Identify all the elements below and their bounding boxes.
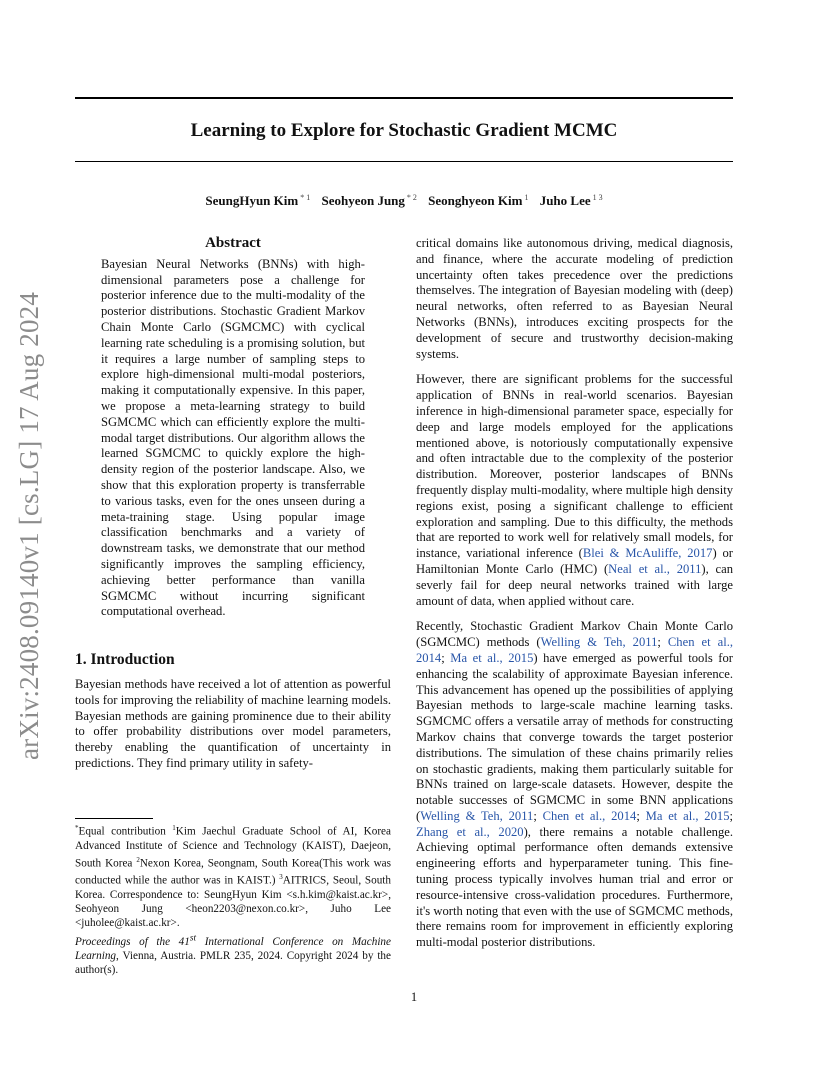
- citation-link[interactable]: Chen et al., 2014: [542, 808, 637, 823]
- citation-link[interactable]: Blei & McAuliffe, 2017: [582, 546, 713, 561]
- author-name: SeungHyun Kim: [205, 193, 299, 209]
- author: [321, 193, 416, 208]
- introduction-paragraph-continued: critical domains like autonomous driving, medical diagnosis, and finance, where the accurate modeling of prediction uncertainty often takes precedence over the predictions themselves. The integration of Bayesian modeling with (deep) neural networks, often referred to as Bayesian Neural Networks (BNNs), introduces exciting prospects for the development of secure and trustworthy decision-making systems.: [416, 236, 733, 361]
- proceedings-note: Proceedings of the 41st International Conference on Machine Learning, Vienna, Austria. PMLR 235, 2024. Copyright 2024 by the author(s).: [75, 933, 391, 976]
- left-column: [75, 236, 391, 782]
- introduction-heading: 1. Introduction: [75, 651, 175, 669]
- author: [205, 193, 310, 208]
- citation-link[interactable]: Welling & Teh, 2011: [420, 808, 534, 823]
- author-list: [75, 193, 733, 209]
- author-affiliation-marks: 1: [524, 193, 529, 202]
- author-affiliation-marks: 1 3: [592, 193, 603, 202]
- author-name: Juho Lee: [539, 193, 591, 209]
- paper-title: Learning to Explore for Stochastic Gradient MCMC: [190, 120, 618, 141]
- author-affiliation-marks: * 2: [406, 193, 417, 202]
- title-bottom-rule: [75, 161, 733, 162]
- introduction-paragraph-3: Recently, Stochastic Gradient Markov Chain Monte Carlo (SGMCMC) methods (Welling & Teh, 2011; Chen et al., 2014; Ma et al., 2015) have emerged as powerful tools for enhancing the scalability of approximate Bayesian inference. This advancement has opened up the possibilities of applying Bayesian methods to large-scale machine learning tasks. SGMCMC offers a versatile array of methods for constructing Markov chains that converge towards the target posterior distributions. The simulation of these chains primarily relies on stochastic gradients, making them particularly suitable for BNNs trained on large-scale datasets. However, despite the notable successes of SGMCMC in some BNN applications (Welling & Teh, 2011; Chen et al., 2014; Ma et al., 2015; Zhang et al., 2020), there remains a notable challenge. Achieving optimal performance often demands extensive engineering efforts and hyperparameter tuning. This fine-tuning process typically involves human trial and error or resource-intensive cross-validation procedures. Furthermore, it's worth noting that even with the use of SGMCMC methods, there remains room for improvement in efficiently exploring multi-modal posterior distributions.: [416, 619, 734, 950]
- arxiv-identifier-stamp: arXiv:2408.09140v1 [cs.LG] 17 Aug 2024: [14, 291, 44, 760]
- introduction-paragraph-2: However, there are significant problems for the successful application of BNNs in real-world scenarios. Bayesian inference in high-dimensional parameter space, especially for deep and large models employed for the applications mentioned above, is notoriously computationally expensive and often intractable due to the complexity of the posterior distribution. Moreover, posterior landscapes of BNNs frequently display multi-modality, where multiple high density regions exist, posing a significant challenge to efficient exploration and sampling. Due to this difficulty, the methods that are reported to work well for relatively small models, for instance, variational inference (Blei & McAuliffe, 2017) or Hamiltonian Monte Carlo (HMC) (Neal et al., 2011), can severly fail for deep neural networks trained with large amount of data, when applied without care.: [416, 372, 734, 608]
- citation-link[interactable]: Chen et al., 2014: [416, 635, 734, 665]
- footnote-divider: [75, 818, 153, 819]
- right-column: [416, 236, 733, 961]
- author-name: Seonghyeon Kim: [428, 193, 523, 209]
- page-number: 1: [410, 990, 418, 1004]
- citation-link[interactable]: Zhang et al., 2020: [416, 824, 524, 839]
- citation-link[interactable]: Neal et al., 2011: [608, 561, 702, 576]
- author-affiliation-marks: * 1: [300, 193, 311, 202]
- introduction-paragraph: Bayesian methods have received a lot of attention as powerful tools for improving the reliability of machine learning models. Bayesian methods are gaining prominence due to their ability to offer probability distributions over model parameters, thereby enabling the quantification of uncertainty in predictions. They find primary utility in safety-: [75, 676, 391, 770]
- abstract-heading: Abstract: [205, 235, 261, 251]
- abstract-body: Bayesian Neural Networks (BNNs) with high-dimensional parameters pose a challenge for posterior inference due to the multi-modality of the posterior distributions. Stochastic Gradient Markov Chain Monte Carlo (SGMCMC) with cyclical learning rate scheduling is a promising solution, but it requires a large number of sampling steps to explore high-dimensional multi-modal posteriors, making it computationally expensive. In this paper, we propose a meta-learning strategy to build SGMCMC which can efficiently explore the multi-modal target distributions. Our algorithm allows the learned SGMCMC to quickly explore the high-density region of the posterior landscape. Also, we show that this exploration property is transferrable to various tasks, even for the ones unseen during a meta-training stage. Using popular image classification benchmarks and a variety of downstream tasks, we demonstrate that our method significantly improves the sampling efficiency, achieving better performance than vanilla SGMCMC without incurring significant computational overhead.: [101, 256, 365, 619]
- citation-link[interactable]: Welling & Teh, 2011: [540, 635, 658, 650]
- citation-link[interactable]: Ma et al., 2015: [645, 808, 730, 823]
- affiliations-footnote: *Equal contribution $^1$Kim Jaechul Graduate School of AI, Korea Advanced Institute of Science and Technology (KAIST), Daejeon, South Korea $^2$Nexon Korea, Seongnam, South Korea(This work was conducted while the author was in KAIST.) $^3$AITRICS, Seoul, South Korea. Correspondence to: SeungHyun Kim <s.h.kim@kaist.ac.kr>, Seohyeon Jung <heon2203@nexon.co.kr>, Juho Lee <juholee@kaist.ac.kr>.: [75, 824, 392, 929]
- author-name: Seohyeon Jung: [321, 193, 405, 209]
- title-top-rule: [75, 97, 733, 99]
- author: [540, 193, 603, 208]
- citation-link[interactable]: Ma et al., 2015: [450, 650, 534, 665]
- author: [428, 193, 528, 208]
